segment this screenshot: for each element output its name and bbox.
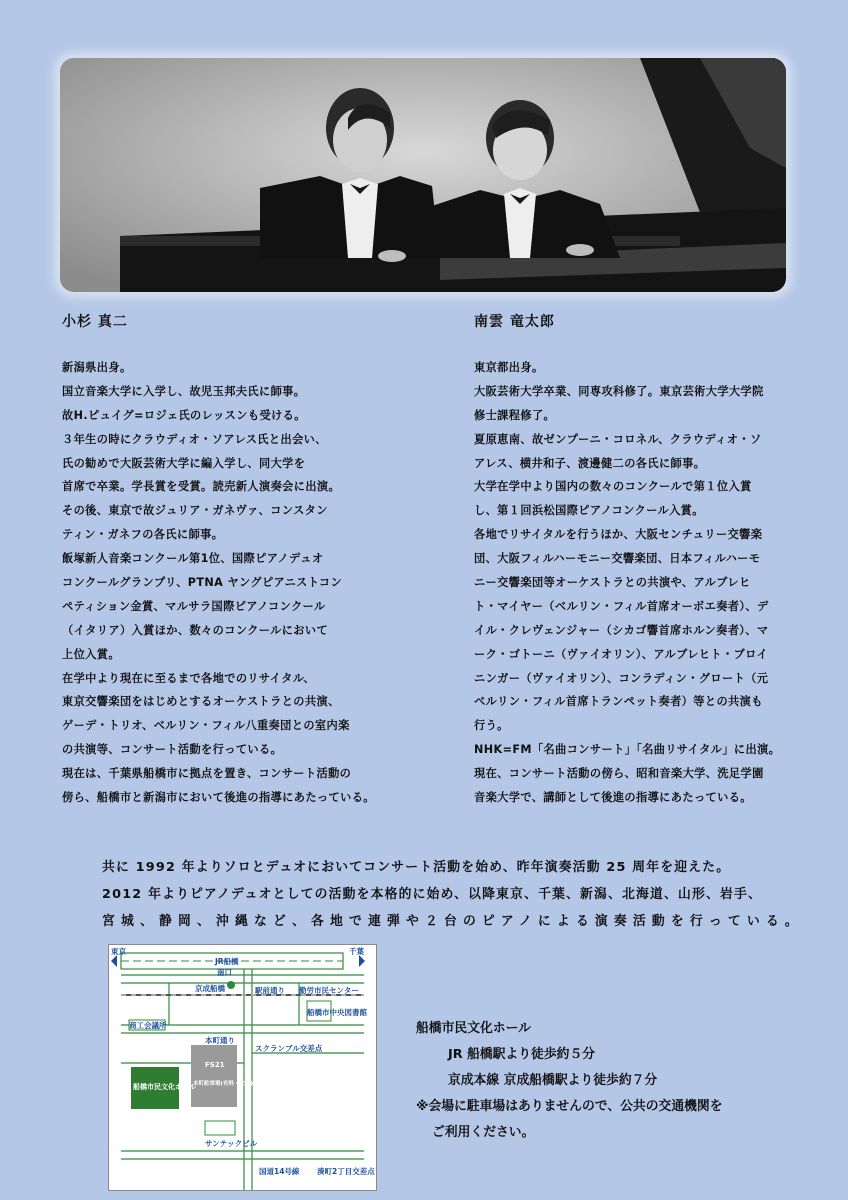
bio-line: 現在は、千葉県船橋市に拠点を置き、コンサート活動の [62, 767, 352, 781]
access-map [108, 944, 377, 1191]
bio-line: （イタリア）入賞ほか、数々のコンクールにおいて [62, 623, 329, 637]
map-label-hommachi-dori: 本町通り [205, 1036, 235, 1045]
bio-line: NHK=FM「名曲コンサート」「名曲リサイタル」に出演。 [474, 743, 781, 757]
map-label-parking: 本町駐車場(有料・立体) [193, 1081, 254, 1087]
joint-line-1: 共に 1992 年よりソロとデュオにおいてコンサート活動を始め、昨年演奏活動 25 周年を迎えた。 [102, 860, 731, 875]
bio-line: 東京交響楽団をはじめとするオーケストラとの共演、 [62, 695, 340, 709]
venue-name: 船橋市民文化ホール [416, 1021, 531, 1036]
bio-line: ベルリン・フィル首席トランペット奏者）等との共演も [474, 695, 763, 709]
map-label-fs21: FS21 [205, 1061, 225, 1069]
venue-access-jr: JR 船橋駅より徒歩約５分 [448, 1047, 596, 1062]
venue-access-keisei: 京成本線 京成船橋駅より徒歩約７分 [448, 1073, 658, 1088]
map-label-chiba: 千葉 [349, 947, 364, 956]
map-label-chuo-library: 船橋市中央図書館 [307, 1008, 367, 1017]
bio-line: ト・マイヤー（ベルリン・フィル首席オーボエ奏者）、デ [474, 599, 769, 613]
venue-note-2: ご利用ください。 [432, 1125, 535, 1140]
map-label-minamiguchi: 南口 [217, 968, 232, 977]
bio-line: 上位入賞。 [62, 647, 120, 661]
map-label-suntec: サンテックビル [205, 1139, 258, 1148]
map-label-ekimae-dori: 駅前通り [255, 986, 285, 995]
duo-photo [60, 58, 786, 292]
bio-line: 首席で卒業。学長賞を受賞。読売新人演奏会に出演。 [62, 480, 341, 494]
bio-line: 飯塚新人音楽コンクール第1位、国際ピアノデュオ [62, 552, 324, 566]
venue-note-1: ※会場に駐車場はありませんので、公共の交通機関を [416, 1099, 723, 1114]
piano-duo-illustration [60, 58, 786, 292]
map-label-keisei-funabashi: 京成船橋 [195, 984, 225, 993]
map-label-minato-crossing: 湊町2丁目交差点 [317, 1167, 375, 1176]
bio-line: 行う。 [474, 719, 509, 733]
performer-name-nagumo: 南雲 竜太郎 [474, 314, 555, 330]
bio-line: ニー交響楽団等オーケストラとの共演や、アルブレヒ [474, 576, 751, 590]
bio-line: 故H.ピュイグ=ロジェ氏のレッスンも受ける。 [62, 408, 306, 422]
performer-name-kosugi: 小杉 真二 [62, 314, 128, 330]
bio-line: 音楽大学で、講師として後進の指導にあたっている。 [474, 791, 752, 805]
bio-line: ニンガー（ヴァイオリン）、コンラディン・グロート（元 [474, 671, 769, 685]
venue-info [416, 1016, 723, 1146]
map-label-jr-funabashi: JR船橋 [215, 957, 239, 966]
bio-line: 修士課程修了。 [474, 408, 556, 422]
map-label-shoko-kaigisho: 商工会議所 [129, 1021, 167, 1030]
bio-line: 大学在学中より国内の数々のコンクールで第１位入賞 [474, 480, 752, 494]
joint-line-3: 宮城、静岡、沖縄など、各地で連弾や２台のピアノによる演奏活動を行っている。 [102, 914, 804, 929]
bio-line: ーク・ゴトーニ（ヴァイオリン）、アルブレヒト・ブロイ [474, 647, 768, 661]
performer-bio-nagumo [474, 356, 780, 810]
performer-bio-kosugi [62, 356, 375, 810]
bio-line: イル・クレヴェンジャー（シカゴ響首席ホルン奏者）、マ [474, 623, 769, 637]
bio-line: 大阪芸術大学卒業、同専攻科修了。東京芸術大学大学院 [474, 384, 764, 398]
bio-line: 現在、コンサート活動の傍ら、昭和音楽大学、洗足学園 [474, 767, 764, 781]
bio-line: 傍ら、船橋市と新潟市において後進の指導にあたっている。 [62, 791, 375, 805]
bio-line: ティン・ガネフの各氏に師事。 [62, 528, 224, 542]
bio-line: コンクールグランプリ、PTNA ヤングピアニストコン [62, 576, 343, 590]
joint-line-2: 2012 年よりピアノデュオとしての活動を本格的に始め、以降東京、千葉、新潟、北海道、山形、岩手、 [102, 887, 763, 902]
joint-activity-text [102, 854, 804, 935]
map-label-route14: 国道14号線 [259, 1167, 300, 1176]
bio-line: その後、東京で故ジュリア・ガネヴァ、コンスタン [62, 504, 328, 518]
bio-line: 夏原恵南、故ゼンプーニ・コロネル、クラウディオ・ソ [474, 432, 762, 446]
bio-line: ３年生の時にクラウディオ・ソアレス氏と出会い、 [62, 432, 327, 446]
bio-line: 東京都出身。 [474, 361, 544, 374]
map-label-kinro-center: 勤労市民センター [299, 986, 359, 995]
bio-line: 国立音楽大学に入学し、故児玉邦夫氏に師事。 [62, 384, 306, 398]
map-label-venue: 船橋市民文化ホール [133, 1083, 196, 1091]
bio-line: 新潟県出身。 [62, 361, 132, 374]
bio-line: 在学中より現在に至るまで各地でのリサイタル、 [62, 671, 316, 685]
bio-line: 氏の勧めで大阪芸術大学に編入学し、同大学を [62, 456, 306, 470]
map-label-scramble: スクランブル交差点 [255, 1044, 323, 1053]
bio-line: し、第１回浜松国際ピアノコンクール入賞。 [474, 504, 704, 518]
bio-line: アレス、横井和子、渡邊健二の各氏に師事。 [474, 456, 706, 470]
bio-line: ゲーデ・トリオ、ベルリン・フィル八重奏団との室内楽 [62, 719, 350, 733]
bio-line: ペティション金賞、マルサラ国際ピアノコンクール [62, 599, 326, 613]
bio-line: 団、大阪フィルハーモニー交響楽団、日本フィルハーモ [474, 552, 761, 566]
bio-line: の共演等、コンサート活動を行っている。 [62, 743, 283, 757]
bio-line: 各地でリサイタルを行うほか、大阪センチュリー交響楽 [474, 528, 763, 542]
map-label-tokyo: 東京 [111, 947, 126, 956]
